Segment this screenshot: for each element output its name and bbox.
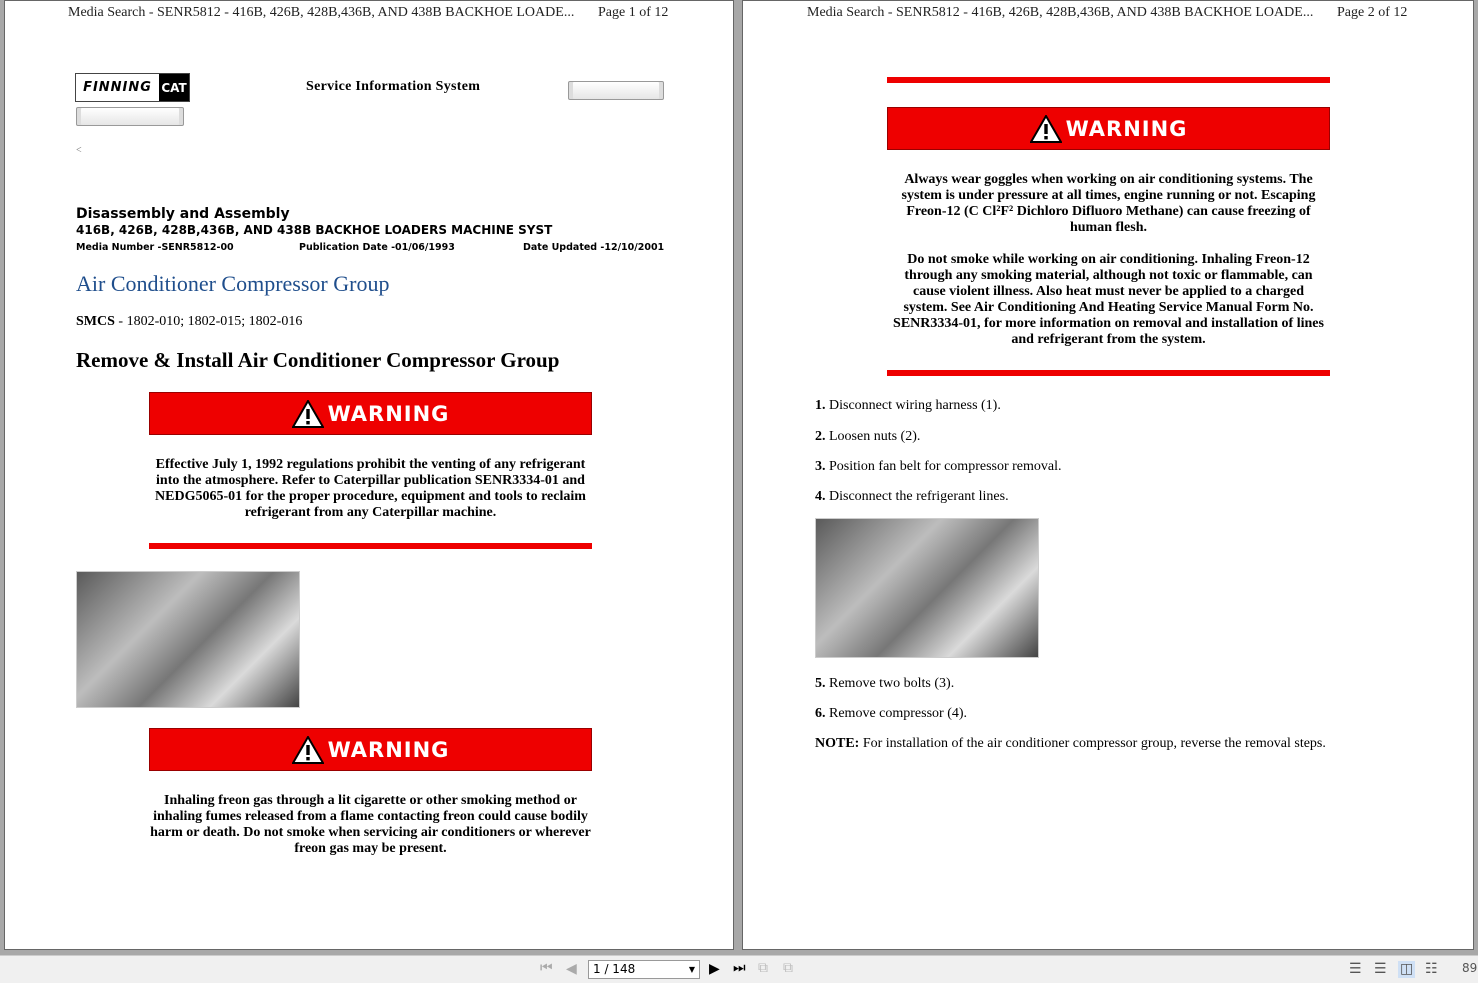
warning-text: Effective July 1, 1992 regulations prohibit the venting of any refrigerant into the atmosphere. Refer to Caterpillar publication SENR3334-01 and NEDG5065-01 for the proper procedure, equipment and tools to reclaim refrigerant from any Caterpillar machine. bbox=[155, 457, 586, 520]
warning-label: WARNING bbox=[327, 401, 450, 426]
media-number: Media Number -SENR5812-00 bbox=[76, 242, 234, 253]
next-page-icon[interactable]: ▶ bbox=[709, 962, 720, 977]
machine-name: 416B, 426B, 428B,436B, AND 438B BACKHOE LOADERS MACHINE SYST bbox=[76, 223, 553, 237]
pdf-toolbar bbox=[0, 955, 1478, 983]
warning-triangle-icon bbox=[292, 400, 324, 428]
last-page-icon[interactable]: ⏭ bbox=[733, 961, 746, 976]
zoom-level[interactable]: 89 bbox=[1462, 961, 1478, 975]
step-item: 5. Remove two bolts (3). bbox=[815, 676, 955, 691]
two-page-continuous-icon[interactable]: ☷ bbox=[1425, 962, 1438, 977]
note: NOTE: For installation of the air conditioner compressor group, reverse the removal steps. bbox=[815, 736, 1326, 751]
smcs-codes: - 1802-010; 1802-015; 1802-016 bbox=[114, 314, 303, 329]
sis-title: Service Information System bbox=[306, 79, 481, 94]
form-button[interactable] bbox=[568, 81, 664, 100]
single-page-view-icon[interactable]: ☰ bbox=[1349, 962, 1362, 977]
page-number-input[interactable]: 1 / 148 ▼ bbox=[588, 960, 700, 979]
step-item: 4. Disconnect the refrigerant lines. bbox=[815, 489, 1009, 504]
warning-banner bbox=[149, 728, 592, 771]
page-header: Media Search - SENR5812 - 416B, 426B, 428B,436B, AND 438B BACKHOE LOADE... bbox=[68, 5, 575, 20]
step-item: 6. Remove compressor (4). bbox=[815, 706, 968, 721]
divider bbox=[149, 543, 592, 549]
cat-logo: CAT bbox=[159, 74, 189, 101]
warning-text: Always wear goggles when working on air conditioning systems. The system is under pressure at all times, engine running or not. Escaping Freon-12 (C Cl²F² Dichloro Difluoro Methane) can cause freezing of human flesh. bbox=[901, 172, 1316, 235]
pdf-page-1 bbox=[4, 0, 734, 950]
procedure-title: Remove & Install Air Conditioner Compressor Group bbox=[76, 348, 560, 372]
section-title: Air Conditioner Compressor Group bbox=[76, 271, 390, 296]
copy-icon[interactable]: ⧉ bbox=[758, 961, 768, 976]
two-page-view-icon[interactable]: ◫ bbox=[1400, 962, 1414, 977]
warning-banner bbox=[887, 107, 1330, 150]
page-number: Page 2 of 12 bbox=[1337, 5, 1408, 20]
divider bbox=[887, 370, 1330, 376]
warning-label: WARNING bbox=[1065, 116, 1188, 141]
logo-text: FINNING bbox=[83, 80, 152, 95]
warning-text: Inhaling freon gas through a lit cigarette or other smoking method or inhaling fumes released from a flame contacting freon could cause bodily harm or death. Do not smoke when servicing air conditioners or wherever freon gas may be present. bbox=[150, 793, 591, 856]
step-item: 3. Position fan belt for compressor removal. bbox=[815, 459, 1062, 474]
compressor-photo bbox=[815, 518, 1039, 658]
finning-cat-logo bbox=[75, 73, 190, 102]
date-updated: Date Updated -12/10/2001 bbox=[523, 242, 665, 253]
paste-icon[interactable]: ⧉ bbox=[783, 961, 793, 976]
back-arrow-icon[interactable]: < bbox=[76, 145, 82, 156]
prev-page-icon[interactable]: ◀ bbox=[566, 962, 577, 977]
warning-triangle-icon bbox=[292, 736, 324, 764]
step-item: 1. Disconnect wiring harness (1). bbox=[815, 398, 1001, 413]
warning-label: WARNING bbox=[327, 737, 450, 762]
step-item: 2. Loosen nuts (2). bbox=[815, 429, 921, 444]
doc-type: Disassembly and Assembly bbox=[76, 206, 290, 222]
compressor-photo bbox=[76, 571, 300, 708]
pdf-page-2 bbox=[742, 0, 1474, 950]
page-number: Page 1 of 12 bbox=[598, 5, 669, 20]
continuous-view-icon[interactable]: ☰ bbox=[1374, 962, 1387, 977]
smcs-label: SMCS bbox=[76, 314, 115, 329]
form-button[interactable] bbox=[76, 107, 184, 126]
divider bbox=[887, 77, 1330, 83]
first-page-icon[interactable]: ⏮ bbox=[540, 961, 553, 976]
warning-triangle-icon bbox=[1030, 115, 1062, 143]
page-header: Media Search - SENR5812 - 416B, 426B, 428B,436B, AND 438B BACKHOE LOADE... bbox=[807, 5, 1314, 20]
publication-date: Publication Date -01/06/1993 bbox=[299, 242, 455, 253]
warning-text: Do not smoke while working on air conditioning. Inhaling Freon-12 through any smoking material, although not toxic or flammable, can cause violent illness. Also heat must never be applied to a charged system. See Air Conditioning And Heating Service Manual Form No. SENR3334-01, for more information on removal and installation of lines and refrigerant from the system. bbox=[893, 252, 1324, 347]
warning-banner bbox=[149, 392, 592, 435]
